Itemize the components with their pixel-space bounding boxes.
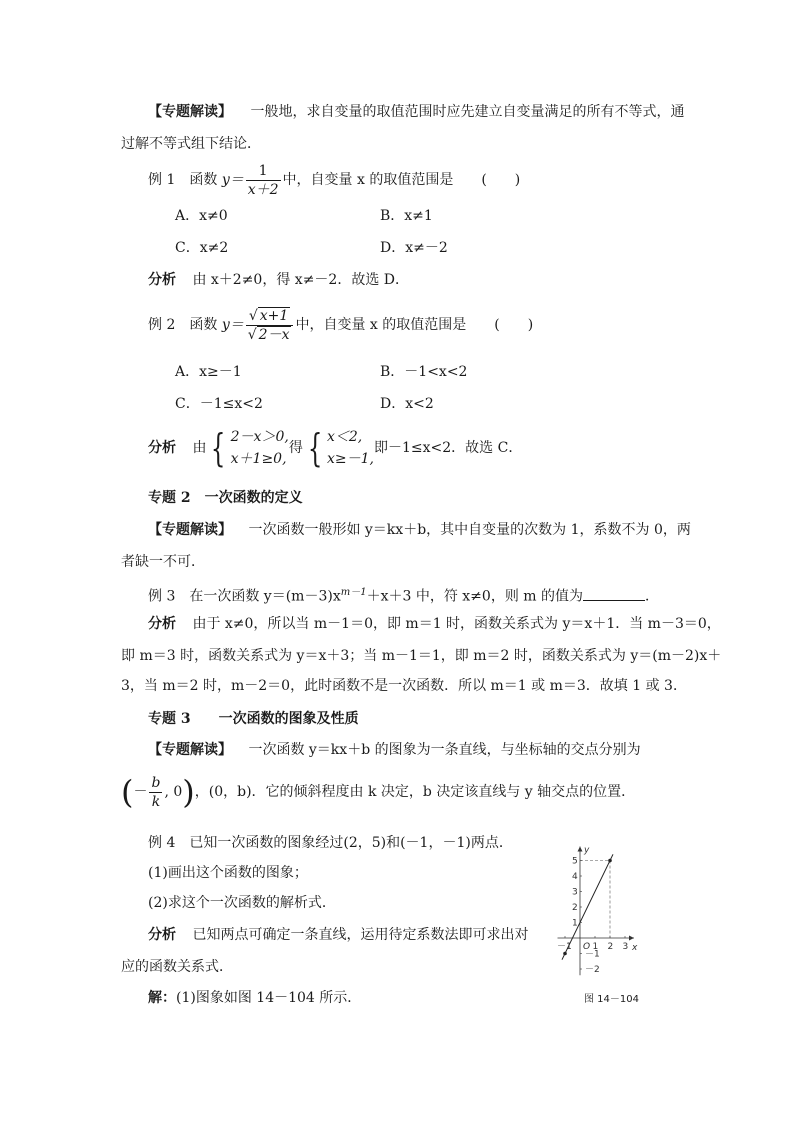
y-axis-label: y [584,845,590,856]
fraction-numerator: 1 [246,162,281,181]
fraction-denominator: k [151,793,161,810]
analysis-word: 由 [192,440,207,456]
analysis-conclusion: 即－1≤x<2．故选 C． [373,440,523,456]
inequality: 2－x＞0, [230,429,289,445]
topic-2-heading: 专题 2 一次函数的定义 [148,490,303,506]
analysis-label: 分析 [148,440,176,456]
fraction [149,774,162,811]
topic-3-heading: 专题 3 一次函数的图象及性质 [148,711,359,727]
example-3-end: ． [645,588,659,605]
interp-text: 一次函数 y＝kx＋b 的图象为一条直线，与坐标轴的交点分别为 [248,742,641,758]
analysis-text: 即 m＝3 时，函数关系式为 y＝x＋3；当 m－1＝1，即 m＝2 时，函数关系式为 y＝(m－2)x＋ [121,648,722,664]
fraction-denominator: √ 2－x [247,326,290,343]
interp-label: 【专题解读】 [148,104,232,120]
question-1: (1)画出这个函数的图象； [148,865,308,881]
solution [148,988,361,1008]
analysis-2 [148,424,522,472]
brace: { [211,426,226,470]
example-2-label: 例 2 函数 [148,317,218,333]
solution-text: (1)图象如图 14－104 所示． [176,990,362,1006]
interp-text-cont: 过解不等式组下结论． [121,136,261,152]
option-a: A．x≠0 [175,208,228,224]
y-tick-label: 1 [572,918,578,929]
paren: ) [182,773,195,811]
analysis-word: 得 [288,440,303,456]
example-1 [148,160,520,200]
example-1-tail: 中，自变量 x 的取值范围是 ( ) [282,172,521,188]
inequality-system [327,426,374,470]
example-4: 例 4 已知一次函数的图象经过(2，5)和(－1，－1)两点． [148,835,513,851]
brace: { [307,426,323,470]
radicand: 2－x [258,326,290,343]
paren: ( [121,773,134,811]
fraction-denominator: x＋2 [247,181,279,198]
interp-text: 一次函数一般形如 y＝kx＋b，其中自变量的次数为 1，系数不为 0，两 [248,522,691,538]
topic1-interp [148,102,684,122]
radicand: x+1 [259,307,289,324]
analysis-label: 分析 [148,272,176,288]
example-3-text: ＋x＋3 中，符 x≠0，则 m 的值为 [366,588,583,605]
y-tick-label: 2 [572,903,578,913]
y-tick-label: 3 [572,887,578,898]
function-graph [548,828,678,1006]
option-b: B．－1<x<2 [380,364,468,380]
minus-sign: － [133,784,148,800]
x-tick-label: 3 [622,942,629,952]
option-d: D．x≠－2 [380,240,448,256]
y-equals: y＝ [221,317,244,333]
fraction-numerator: √ x+1 [246,307,294,326]
analysis-text: 3，当 m＝2 时，m－2＝0，此时函数不是一次函数．所以 m＝1 或 m＝3．故填 1 或 3． [121,678,687,694]
analysis-label: 分析 [148,616,176,632]
interp-text-cont: 者缺一不可． [121,554,205,570]
option-c: C．x≠2 [175,240,229,256]
y-equals: y＝ [221,172,244,188]
y-tick-label: －1 [585,949,600,960]
fraction [246,307,294,344]
y-tick-label: －2 [585,965,600,975]
analysis-3 [148,614,721,634]
x-tick-label: －1 [557,942,572,952]
example-2-tail: 中，自变量 x 的取值范围是 ( ) [295,317,534,333]
y-axis-arrow [578,847,583,852]
interp-text-cont [121,770,635,814]
fraction-numerator: b [151,774,161,791]
topic3-interp [148,740,641,760]
interp-label: 【专题解读】 [148,522,232,538]
point-coord: , 0 [164,784,183,800]
data-point [608,859,612,863]
y-tick-label: 5 [572,856,578,867]
inequality: x≥－1, [327,451,374,467]
question-2: (2)求这个一次函数的解析式． [148,895,336,911]
topic2-interp [148,520,691,540]
option-c: C．－1≤x<2 [175,396,263,412]
solution-label: 解： [148,990,176,1006]
interp-text: 一般地，求自变量的取值范围时应先建立自变量满足的所有不等式，通 [250,104,685,120]
x-axis-label: x [632,943,638,953]
option-a: A．x≥－1 [175,364,242,380]
inequality: x＜2, [327,429,363,445]
data-point [563,952,567,956]
x-tick-label: 1 [592,942,599,952]
analysis-4 [148,925,528,945]
y-tick-label: 4 [572,872,578,882]
figure-caption: 图 14－104 [584,994,639,1005]
example-3 [148,583,659,607]
option-b: B．x≠1 [380,208,433,224]
analysis-label: 分析 [148,927,176,943]
option-d: D．x<2 [380,396,434,412]
inequality-system [231,426,289,470]
x-tick-label: 2 [607,942,614,952]
x-axis-arrow [629,936,634,941]
answer-blank[interactable] [583,586,645,601]
interp-label: 【专题解读】 [148,742,232,758]
fraction [246,162,281,199]
origin-label: O [583,942,591,952]
example-2 [148,303,533,347]
example-3-text: 例 3 在一次函数 y＝(m－3)x [148,588,341,605]
exponent: m－1 [340,587,367,598]
analysis-text: 应的函数关系式． [121,959,233,975]
example-1-label: 例 1 函数 [148,172,218,188]
analysis-text: 由于 x≠0，所以当 m－1＝0，即 m＝1 时，函数关系式为 y＝x＋1．当 m－3＝0， [192,616,721,632]
analysis-text: 已知两点可确定一条直线，运用待定系数法即可求出对 [192,927,529,943]
analysis-text: 由 x＋2≠0，得 x≠－2．故选 D． [192,272,410,288]
interp-text: ，(0，b)．它的倾斜程度由 k 决定，b 决定该直线与 y 轴交点的位置． [194,784,636,800]
inequality: x＋1≥0, [230,451,287,467]
analysis-1 [148,270,409,290]
